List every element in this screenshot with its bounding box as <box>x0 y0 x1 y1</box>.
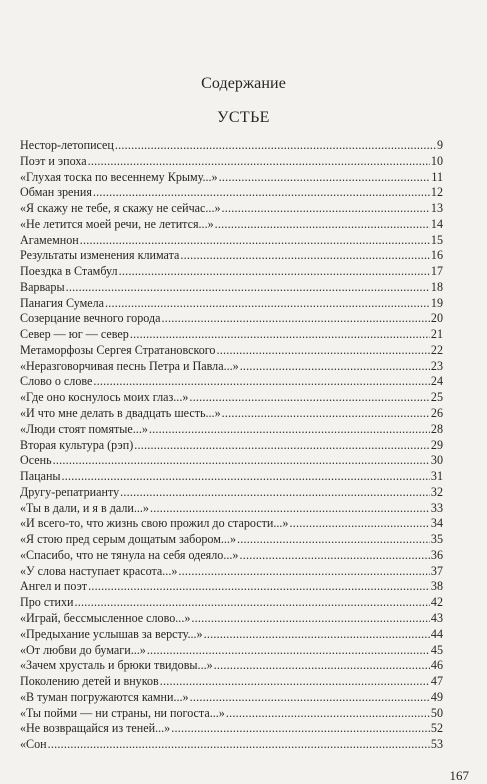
dot-leader <box>239 548 429 564</box>
toc-entry <box>20 721 443 737</box>
toc-entry-page: 22 <box>430 342 443 357</box>
dot-leader <box>150 501 430 517</box>
toc-entry-page: 10 <box>430 153 443 168</box>
toc-entry-title: Варвары <box>20 279 65 294</box>
dot-leader <box>115 138 436 154</box>
toc-entry-page: 18 <box>430 279 443 294</box>
toc-entry-page: 30 <box>430 453 443 468</box>
dot-leader <box>48 737 430 753</box>
toc-entry-title: «Люди стоят помятые...» <box>20 421 148 436</box>
toc-entry-title: Пацаны <box>20 469 61 484</box>
table-of-contents <box>20 138 443 753</box>
dot-leader <box>88 579 430 595</box>
toc-entry <box>20 627 443 643</box>
toc-entry <box>20 611 443 627</box>
toc-entry-title: «У слова наступает красота...» <box>20 563 178 578</box>
toc-entry-title: «Глухая тоска по весеннему Крыму...» <box>20 169 218 184</box>
toc-entry-title: Метаморфозы Сергея Стратановского <box>20 342 216 357</box>
toc-entry-title: «Я стою пред серым дощатым забором...» <box>20 532 237 547</box>
toc-entry <box>20 138 443 154</box>
toc-entry-page: 26 <box>430 406 443 421</box>
dot-leader <box>93 374 430 390</box>
toc-entry-title: Агамемнон <box>20 232 79 247</box>
toc-entry <box>20 674 443 690</box>
dot-leader <box>204 627 430 643</box>
toc-entry <box>20 217 443 233</box>
toc-entry-title: Слово о слове <box>20 374 93 389</box>
toc-entry-page: 43 <box>430 610 443 625</box>
toc-entry <box>20 658 443 674</box>
toc-entry-title: «И всего-то, что жизнь свою прожил до старости...» <box>20 516 289 531</box>
toc-entry-page: 38 <box>430 579 443 594</box>
toc-entry-page: 46 <box>430 658 443 673</box>
dot-leader <box>75 595 430 611</box>
toc-entry <box>20 737 443 753</box>
toc-entry-title: Созерцание вечного города <box>20 311 161 326</box>
dot-leader <box>226 706 430 722</box>
toc-entry-title: Поколению детей и внуков <box>20 674 159 689</box>
toc-entry-title: «Играй, бессмысленное слово...» <box>20 610 191 625</box>
toc-entry-title: Поэт и эпоха <box>20 153 87 168</box>
dot-leader <box>222 406 430 422</box>
toc-entry-page: 49 <box>430 689 443 704</box>
toc-entry-page: 19 <box>430 295 443 310</box>
toc-entry <box>20 501 443 517</box>
dot-leader <box>53 453 430 469</box>
toc-entry-page: 52 <box>430 721 443 736</box>
dot-leader <box>160 674 430 690</box>
toc-entry-page: 13 <box>430 201 443 216</box>
dot-leader <box>147 643 430 659</box>
toc-entry-page: 20 <box>430 311 443 326</box>
toc-entry <box>20 422 443 438</box>
dot-leader <box>178 564 430 580</box>
toc-entry-title: Нестор-летописец <box>20 138 114 152</box>
toc-entry-page: 9 <box>436 138 443 152</box>
toc-entry-page: 24 <box>430 374 443 389</box>
page-number: 167 <box>449 768 469 783</box>
toc-entry-title: Обман зрения <box>20 185 92 200</box>
toc-entry <box>20 201 443 217</box>
dot-leader <box>191 611 430 627</box>
toc-entry-title: «Не возвращайся из теней...» <box>20 721 171 736</box>
dot-leader <box>162 311 430 327</box>
toc-entry-title: Вторая культура (рэп) <box>20 437 134 452</box>
toc-entry-page: 11 <box>431 169 443 184</box>
toc-entry <box>20 690 443 706</box>
dot-leader <box>289 516 429 532</box>
toc-entry-page: 35 <box>430 532 443 547</box>
toc-entry-title: Другу-репатрианту <box>20 484 120 499</box>
toc-entry-title: «От любви до бумаги...» <box>20 642 146 657</box>
toc-entry-title: «Спасибо, что не тянула на себя одеяло...» <box>20 547 239 562</box>
toc-entry-title: «Где оно коснулось моих глаз...» <box>20 390 189 405</box>
toc-entry-title: Панагия Сумела <box>20 295 105 310</box>
toc-entry-page: 45 <box>430 642 443 657</box>
dot-leader <box>88 154 430 170</box>
toc-entry-page: 37 <box>430 563 443 578</box>
toc-entry-title: «Не летится моей речи, не летится...» <box>20 216 214 231</box>
dot-leader <box>80 233 430 249</box>
dot-leader <box>214 658 430 674</box>
toc-entry <box>20 233 443 249</box>
toc-entry <box>20 453 443 469</box>
toc-entry-title: Про стихи <box>20 595 74 610</box>
toc-entry-title: «Я скажу не тебе, я скажу не сейчас...» <box>20 201 221 216</box>
dot-leader <box>219 170 431 186</box>
toc-entry-page: 53 <box>430 737 443 752</box>
toc-entry <box>20 359 443 375</box>
toc-entry-page: 47 <box>430 674 443 689</box>
dot-leader <box>105 296 430 312</box>
toc-entry-page: 17 <box>430 264 443 279</box>
section-title: УСТЬЕ <box>217 109 270 126</box>
dot-leader <box>215 217 430 233</box>
dot-leader <box>119 264 430 280</box>
toc-entry <box>20 643 443 659</box>
toc-entry <box>20 185 443 201</box>
dot-leader <box>66 280 430 296</box>
dot-leader <box>189 390 430 406</box>
toc-entry-page: 21 <box>430 327 443 342</box>
toc-entry-page: 36 <box>430 547 443 562</box>
dot-leader <box>62 469 430 485</box>
toc-entry-title: Север — юг — север <box>20 327 129 342</box>
toc-entry <box>20 516 443 532</box>
toc-entry <box>20 532 443 548</box>
dot-leader <box>120 485 430 501</box>
toc-entry-title: Поездка в Стамбул <box>20 264 118 279</box>
toc-entry <box>20 579 443 595</box>
toc-entry-title: «Зачем хрусталь и брюки твидовы...» <box>20 658 213 673</box>
toc-entry-title: Осень <box>20 453 52 468</box>
toc-entry <box>20 390 443 406</box>
toc-entry <box>20 248 443 264</box>
toc-entry-page: 15 <box>430 232 443 247</box>
toc-entry-title: Результаты изменения климата <box>20 248 180 263</box>
toc-entry <box>20 469 443 485</box>
toc-entry <box>20 311 443 327</box>
toc-entry-page: 28 <box>430 421 443 436</box>
toc-entry-title: «Ты пойми — ни страны, ни погоста...» <box>20 705 225 720</box>
dot-leader <box>134 438 430 454</box>
toc-entry-page: 16 <box>430 248 443 263</box>
toc-entry <box>20 706 443 722</box>
contents-heading: Содержание <box>201 75 286 92</box>
toc-entry <box>20 154 443 170</box>
toc-entry <box>20 548 443 564</box>
dot-leader <box>222 201 430 217</box>
toc-entry <box>20 438 443 454</box>
dot-leader <box>130 327 430 343</box>
toc-entry <box>20 280 443 296</box>
toc-entry-page: 12 <box>430 185 443 200</box>
toc-entry-title: Ангел и поэт <box>20 579 88 594</box>
toc-entry-page: 44 <box>430 626 443 641</box>
dot-leader <box>190 690 430 706</box>
dot-leader <box>171 721 430 737</box>
dot-leader <box>180 248 429 264</box>
dot-leader <box>237 532 430 548</box>
toc-entry <box>20 343 443 359</box>
toc-entry-title: «Сон <box>20 737 47 752</box>
toc-entry <box>20 564 443 580</box>
toc-entry <box>20 296 443 312</box>
toc-entry-page: 23 <box>430 358 443 373</box>
toc-entry-title: «В туман погружаются камни...» <box>20 689 189 704</box>
toc-entry-page: 33 <box>430 500 443 515</box>
toc-entry-page: 31 <box>430 469 443 484</box>
dot-leader <box>149 422 430 438</box>
toc-entry <box>20 327 443 343</box>
toc-entry-page: 32 <box>430 484 443 499</box>
dot-leader <box>240 359 430 375</box>
toc-entry-page: 42 <box>430 595 443 610</box>
dot-leader <box>93 185 430 201</box>
toc-entry-title: «И что мне делать в двадцать шесть...» <box>20 406 221 421</box>
toc-entry <box>20 485 443 501</box>
toc-entry-page: 34 <box>430 516 443 531</box>
dot-leader <box>216 343 429 359</box>
toc-entry-page: 29 <box>430 437 443 452</box>
toc-entry <box>20 264 443 280</box>
toc-entry <box>20 374 443 390</box>
toc-entry-title: «Неразговорчивая песнь Петра и Павла...» <box>20 358 239 373</box>
toc-entry <box>20 406 443 422</box>
toc-entry <box>20 170 443 186</box>
toc-entry-page: 14 <box>430 216 443 231</box>
toc-entry-title: «Предыхание услышав за версту...» <box>20 626 203 641</box>
toc-entry-title: «Ты в дали, и я в дали...» <box>20 500 149 515</box>
toc-entry-page: 50 <box>430 705 443 720</box>
toc-entry-page: 25 <box>430 390 443 405</box>
toc-entry <box>20 595 443 611</box>
